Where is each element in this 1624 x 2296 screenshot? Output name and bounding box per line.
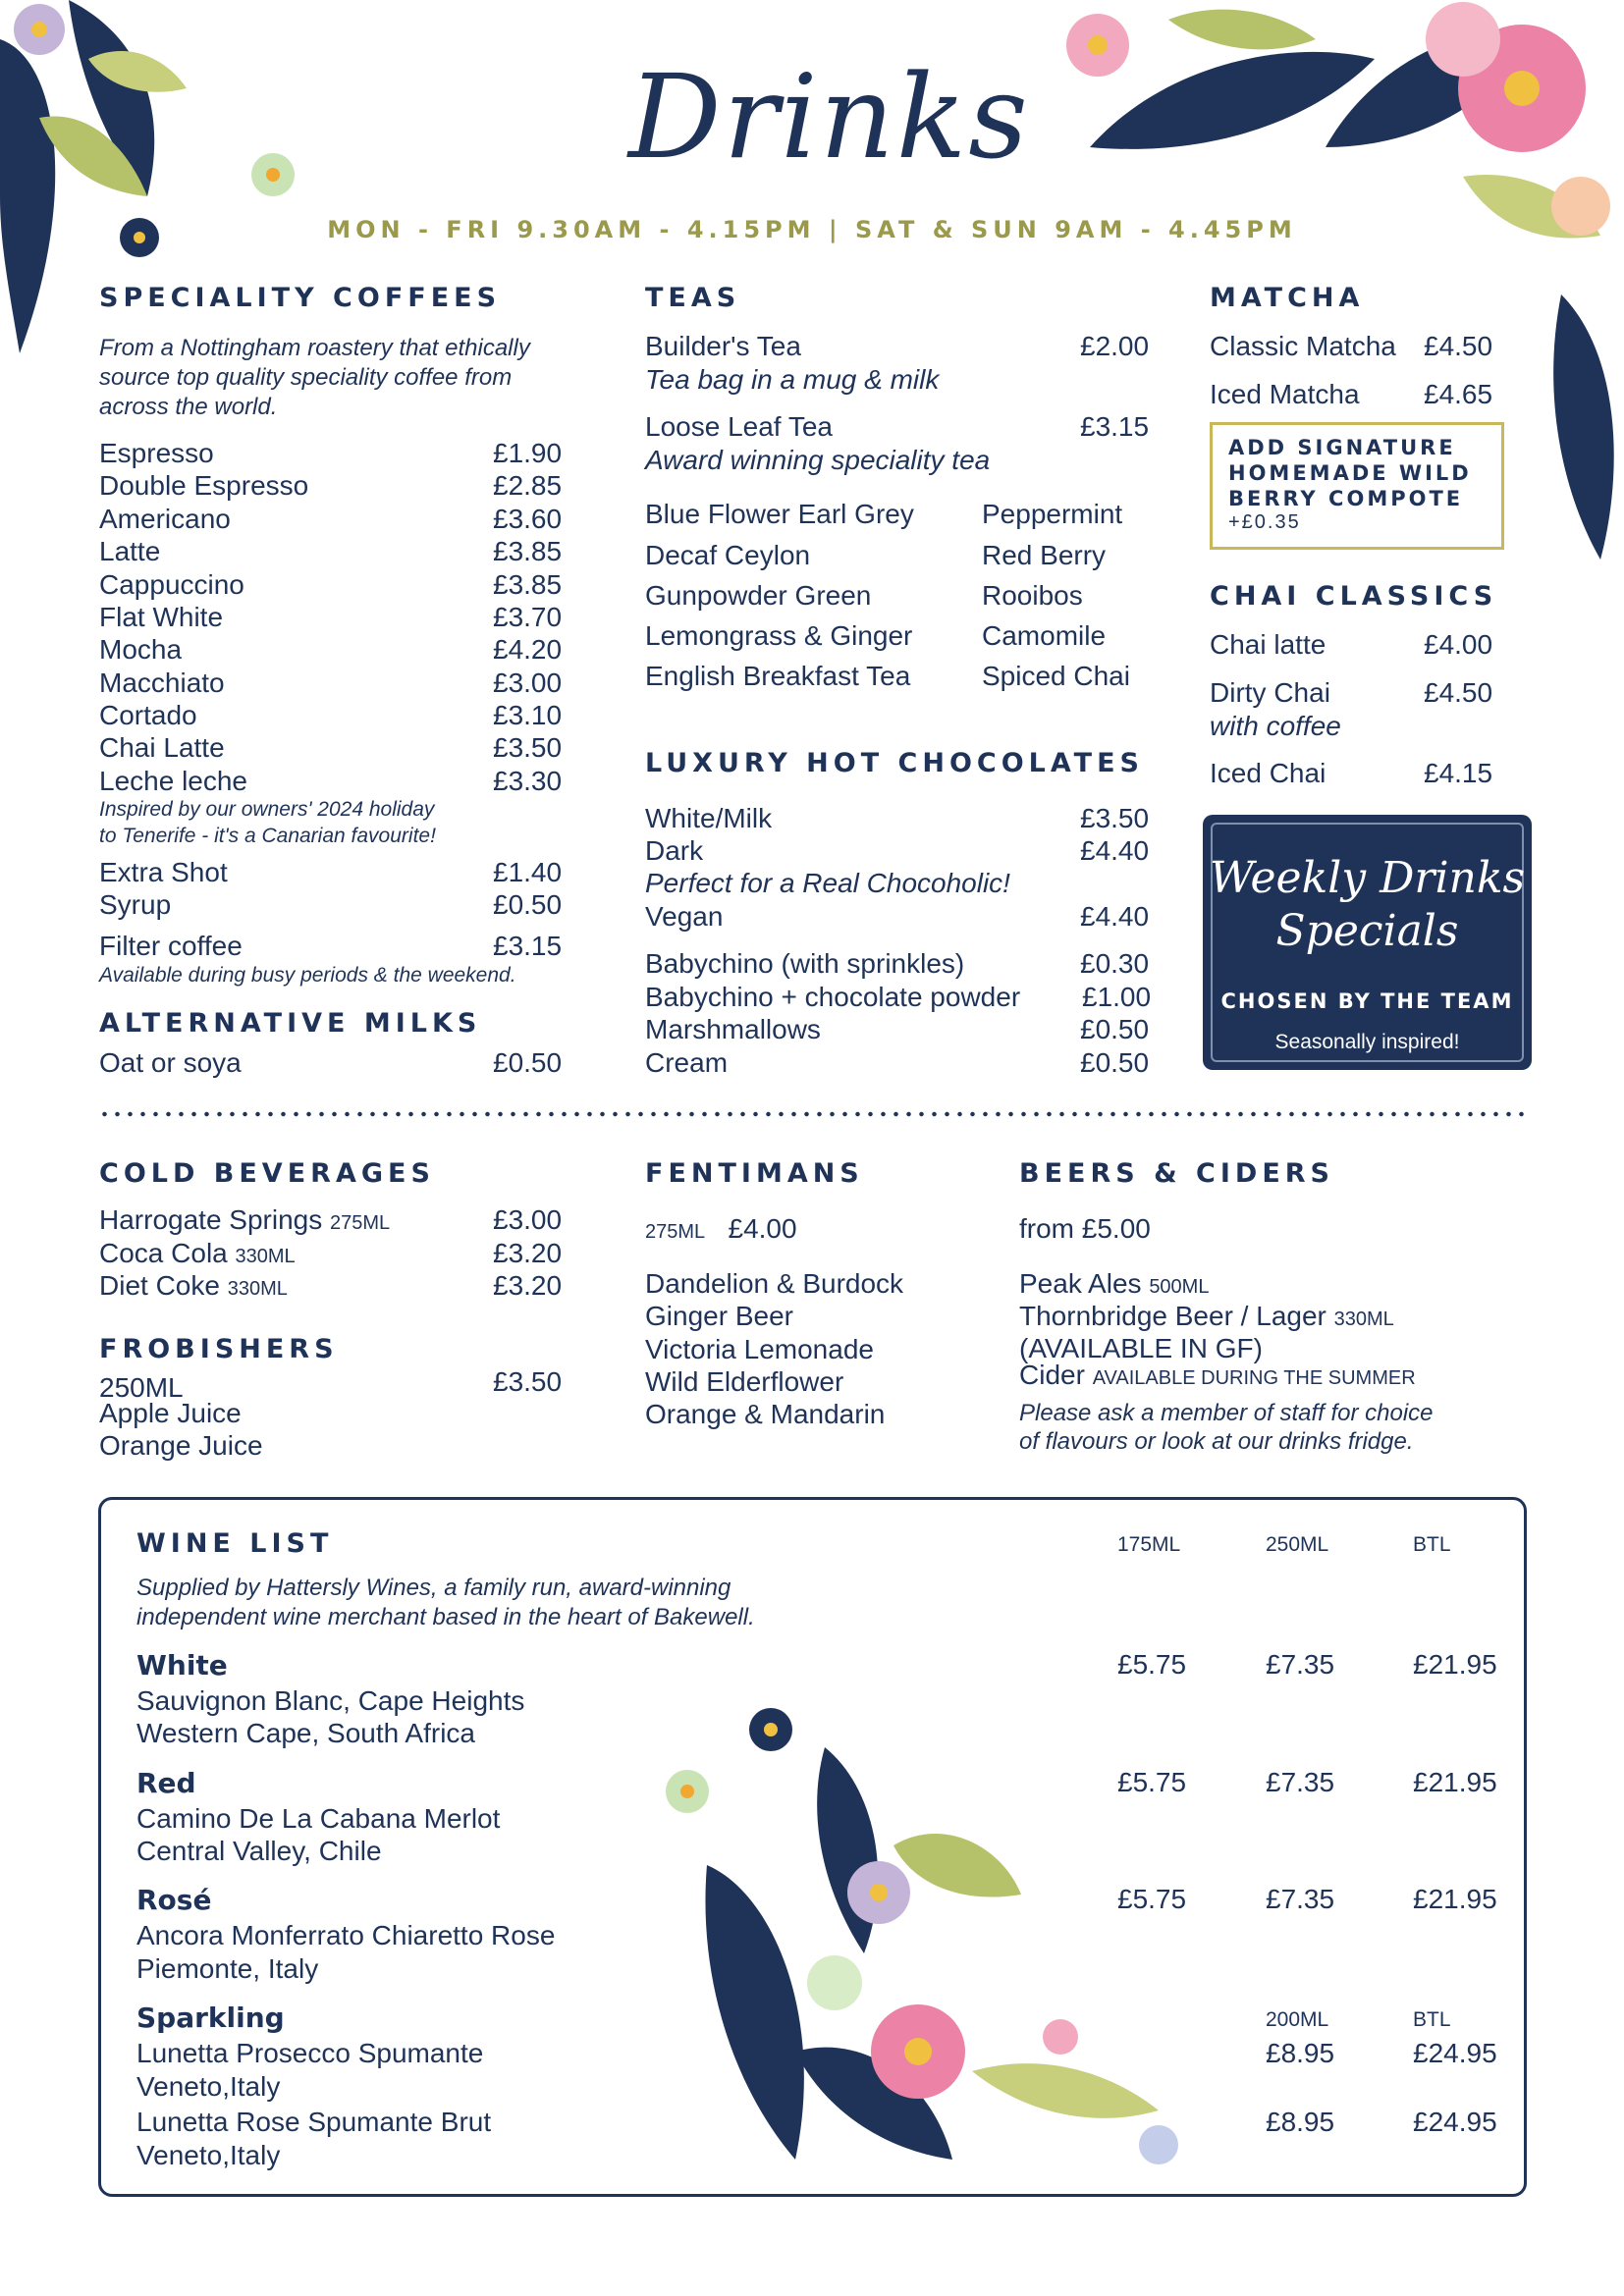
fentimans-item: Victoria Lemonade: [645, 1334, 874, 1364]
cold-price: £3.20: [493, 1270, 563, 1301]
tea-flavour: English Breakfast Tea: [645, 661, 911, 691]
hot-choc-price: £0.50: [1080, 1014, 1150, 1044]
tea-price: £2.00: [1080, 331, 1150, 361]
speciality-intro: From a Nottingham roastery that ethically source top quality speciality coffee from across the world.: [99, 335, 530, 420]
coffee-price: £3.70: [493, 602, 563, 632]
alternative-milks-heading: ALTERNATIVE MILKS: [99, 1008, 482, 1039]
coffee-price: £2.85: [493, 470, 563, 501]
tea-flavour: Camomile: [982, 620, 1107, 651]
coffee-item-macchiato: Macchiato: [99, 667, 225, 698]
frobishers-heading: FROBISHERS: [99, 1334, 339, 1364]
beer-peak-ales: Peak Ales 500ML: [1019, 1268, 1210, 1299]
wine-price: £7.35: [1266, 1767, 1335, 1797]
hot-chocolates-heading: LUXURY HOT CHOCOLATES: [645, 748, 1144, 778]
specials-subtitle: Seasonally inspired!: [1274, 1031, 1460, 1053]
hot-choc-dark-note: Perfect for a Real Chocoholic!: [645, 868, 1010, 898]
fentimans-item: Orange & Mandarin: [645, 1399, 886, 1429]
frobishers-price: £3.50: [493, 1366, 563, 1397]
cold-price: £3.00: [493, 1204, 563, 1235]
coffee-price: £0.50: [493, 889, 563, 920]
wine-col-175: 175ML: [1117, 1533, 1181, 1556]
wine-price: £21.95: [1413, 1884, 1497, 1914]
hot-choc-white: White/Milk: [645, 803, 773, 833]
matcha-item-classic: Classic Matcha: [1210, 331, 1396, 361]
coffee-price: £1.90: [493, 438, 563, 468]
coffee-item-cappuccino: Cappuccino: [99, 569, 244, 600]
coffee-item-mocha: Mocha: [99, 634, 183, 665]
coffee-price: £3.00: [493, 667, 563, 698]
builders-tea: Builder's Tea: [645, 331, 801, 361]
cold-item: Harrogate Springs 275ML: [99, 1204, 391, 1235]
wine-price: £21.95: [1413, 1649, 1497, 1680]
wine-price: £8.95: [1266, 2038, 1335, 2068]
wine-cat-sparkling: Sparkling: [136, 2002, 285, 2034]
matcha-price: £4.65: [1424, 379, 1493, 409]
coffee-item-cortado: Cortado: [99, 700, 197, 730]
wine-price: £5.75: [1117, 1767, 1187, 1797]
filter-coffee-note: Available during busy periods & the weekend.: [99, 964, 516, 987]
frobishers-item: Apple Juice: [99, 1398, 242, 1428]
chai-latte: Chai latte: [1210, 629, 1326, 660]
teas-heading: TEAS: [645, 283, 741, 313]
cold-price: £3.20: [493, 1238, 563, 1268]
sparkling-col-btl: BTL: [1413, 2008, 1451, 2031]
compote-addon-box: ADD SIGNATURE HOMEMADE WILD BERRY COMPOTE +£0.35: [1210, 422, 1504, 550]
hot-choc-extra: Marshmallows: [645, 1014, 821, 1044]
beer-thornbridge: Thornbridge Beer / Lager 330ML: [1019, 1301, 1394, 1331]
wine-name: Camino De La Cabana Merlot: [136, 1803, 501, 1834]
iced-chai: Iced Chai: [1210, 758, 1326, 788]
opening-hours: MON - FRI 9.30AM - 4.15PM | SAT & SUN 9AM - 4.45PM: [327, 216, 1297, 243]
wine-cat-white: White: [136, 1649, 228, 1682]
coffee-item-double-espresso: Double Espresso: [99, 470, 309, 501]
chai-price: £4.00: [1424, 629, 1493, 660]
beer-gf-note: (AVAILABLE IN GF): [1019, 1333, 1263, 1363]
tea-flavour: Gunpowder Green: [645, 580, 872, 611]
tea-flavour: Peppermint: [982, 499, 1123, 529]
fentimans-size-price: 275ML £4.00: [645, 1213, 797, 1244]
tea-price: £3.15: [1080, 411, 1150, 442]
coffee-price: £3.10: [493, 700, 563, 730]
specials-chosen: CHOSEN BY THE TEAM: [1220, 989, 1514, 1013]
coffee-item-leche-leche: Leche leche: [99, 766, 248, 796]
tea-flavour: Blue Flower Earl Grey: [645, 499, 914, 529]
beer-cider: Cider AVAILABLE DURING THE SUMMER: [1019, 1360, 1416, 1390]
fentimans-heading: FENTIMANS: [645, 1158, 864, 1189]
tea-flavour: Spiced Chai: [982, 661, 1130, 691]
matcha-heading: MATCHA: [1210, 283, 1365, 313]
hot-choc-price: £1.00: [1082, 982, 1152, 1012]
cold-item: Diet Coke 330ML: [99, 1270, 288, 1301]
alt-milk-item: Oat or soya: [99, 1047, 242, 1078]
wine-price: £7.35: [1266, 1649, 1335, 1680]
wine-name: Ancora Monferrato Chiaretto Rose: [136, 1920, 556, 1950]
dirty-chai-note: with coffee: [1210, 711, 1341, 741]
dirty-chai: Dirty Chai: [1210, 677, 1330, 708]
alt-milk-price: £0.50: [493, 1047, 563, 1078]
hot-choc-extra: Cream: [645, 1047, 729, 1078]
wine-origin: Central Valley, Chile: [136, 1836, 382, 1866]
leche-leche-note: Inspired by our owners' 2024 holiday to Tenerife - it's a Canarian favourite!: [99, 798, 436, 847]
hot-choc-extra: Babychino (with sprinkles): [645, 948, 965, 979]
beers-ciders-heading: BEERS & CIDERS: [1019, 1158, 1335, 1189]
hot-choc-dark: Dark: [645, 835, 704, 866]
floral-top-left-decoration: [0, 0, 295, 373]
coffee-price: £3.50: [493, 732, 563, 763]
builders-tea-note: Tea bag in a mug & milk: [645, 364, 940, 395]
dotted-divider: [98, 1111, 1527, 1117]
hot-choc-price: £4.40: [1080, 901, 1150, 932]
coffee-price: £4.20: [493, 634, 563, 665]
fentimans-item: Ginger Beer: [645, 1301, 793, 1331]
cold-item: Coca Cola 330ML: [99, 1238, 296, 1268]
wine-list-heading: WINE LIST: [136, 1528, 334, 1559]
coffee-syrup: Syrup: [99, 889, 172, 920]
wine-price: £8.95: [1266, 2107, 1335, 2137]
wine-col-250: 250ML: [1266, 1533, 1329, 1556]
hot-choc-price: £0.50: [1080, 1047, 1150, 1078]
wine-col-btl: BTL: [1413, 1533, 1451, 1556]
loose-leaf-tea: Loose Leaf Tea: [645, 411, 833, 442]
hot-choc-price: £3.50: [1080, 803, 1150, 833]
fentimans-item: Wild Elderflower: [645, 1366, 844, 1397]
coffee-extra-shot: Extra Shot: [99, 857, 228, 887]
coffee-item-chai-latte: Chai Latte: [99, 732, 225, 763]
beers-from-price: from £5.00: [1019, 1213, 1151, 1244]
hot-choc-price: £0.30: [1080, 948, 1150, 979]
chai-price: £4.15: [1424, 758, 1493, 788]
coffee-item-flat-white: Flat White: [99, 602, 224, 632]
chai-classics-heading: CHAI CLASSICS: [1210, 581, 1498, 612]
weekly-specials-card: Weekly Drinks Specials CHOSEN BY THE TEAM Seasonally inspired!: [1203, 815, 1532, 1070]
tea-flavour: Rooibos: [982, 580, 1083, 611]
wine-price: £21.95: [1413, 1767, 1497, 1797]
wine-origin: Veneto,Italy: [136, 2071, 281, 2102]
cold-beverages-heading: COLD BEVERAGES: [99, 1158, 435, 1189]
wine-name: Sauvignon Blanc, Cape Heights: [136, 1685, 525, 1716]
chai-price: £4.50: [1424, 677, 1493, 708]
frobishers-item: Orange Juice: [99, 1430, 263, 1461]
wine-cat-rose: Rosé: [136, 1884, 212, 1916]
wine-origin: Western Cape, South Africa: [136, 1718, 475, 1748]
wine-intro: Supplied by Hattersly Wines, a family run, award-winning independent wine merchant based in the heart of Bakewell.: [136, 1575, 755, 1630]
wine-name: Lunetta Rose Spumante Brut: [136, 2107, 492, 2137]
filter-coffee: Filter coffee: [99, 931, 243, 961]
speciality-coffees-heading: SPECIALITY COFFEES: [99, 283, 502, 313]
coffee-price: £1.40: [493, 857, 563, 887]
fentimans-item: Dandelion & Burdock: [645, 1268, 904, 1299]
loose-leaf-note: Award winning speciality tea: [645, 445, 991, 475]
sparkling-col-200: 200ML: [1266, 2008, 1329, 2031]
frobishers-size: 250ML: [99, 1372, 184, 1403]
hot-choc-vegan: Vegan: [645, 901, 724, 932]
coffee-price: £3.85: [493, 536, 563, 566]
wine-cat-red: Red: [136, 1767, 196, 1799]
tea-flavour: Decaf Ceylon: [645, 540, 811, 570]
coffee-item-americano: Americano: [99, 504, 231, 534]
coffee-price: £3.85: [493, 569, 563, 600]
coffee-price: £3.15: [493, 931, 563, 961]
hot-choc-price: £4.40: [1080, 835, 1150, 866]
hot-choc-extra: Babychino + chocolate powder: [645, 982, 1021, 1012]
coffee-price: £3.30: [493, 766, 563, 796]
wine-name: Lunetta Prosecco Spumante: [136, 2038, 484, 2068]
compote-price: +£0.35: [1228, 511, 1301, 533]
wine-origin: Veneto,Italy: [136, 2140, 281, 2170]
coffee-price: £3.60: [493, 504, 563, 534]
wine-origin: Piemonte, Italy: [136, 1953, 319, 1984]
wine-price: £24.95: [1413, 2038, 1497, 2068]
wine-price: £24.95: [1413, 2107, 1497, 2137]
wine-price: £7.35: [1266, 1884, 1335, 1914]
wine-price: £5.75: [1117, 1884, 1187, 1914]
matcha-price: £4.50: [1424, 331, 1493, 361]
tea-flavour: Red Berry: [982, 540, 1107, 570]
beers-note: Please ask a member of staff for choice of flavours or look at our drinks fridge.: [1019, 1400, 1434, 1455]
tea-flavour: Lemongrass & Ginger: [645, 620, 913, 651]
matcha-item-iced: Iced Matcha: [1210, 379, 1360, 409]
wine-price: £5.75: [1117, 1649, 1187, 1680]
coffee-item-espresso: Espresso: [99, 438, 214, 468]
page-title: Drinks: [628, 49, 1030, 185]
coffee-item-latte: Latte: [99, 536, 161, 566]
